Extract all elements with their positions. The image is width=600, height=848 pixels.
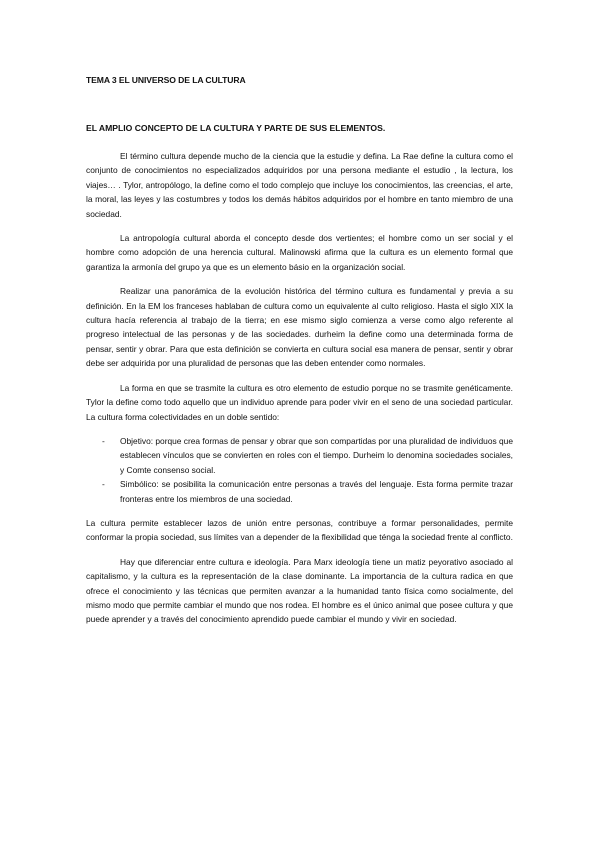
bullet-text: Objetivo: porque crea formas de pensar y obrar que son compartidas por una pluralidad de individuos que establecen vínculos que se convierten en roles con el tiempo. Durheim lo denomina sociedades sociales, y Comte consenso social.	[120, 435, 513, 475]
paragraph-after-bullets: La cultura permite establecer lazos de unión entre personas, contribuye a formar personalidades, permite conformar la propia sociedad, sus límites van a depender de la flexibilidad que ténga la sociedad frente al conflicto.	[86, 517, 513, 543]
bullet-item-objetivo	[102, 434, 513, 477]
paragraph-4: La forma en que se trasmite la cultura es otro elemento de estudio porque no se trasmite genéticamente. Tylor la define como todo aquello que un individuo aprende para poder vivir en el seno de una sociedad particular. La cultura forma colectividades en un doble sentido:	[86, 382, 513, 422]
bullet-marker: -	[102, 435, 105, 446]
paragraph-3: Realizar una panorámica de la evolución histórica del término cultura es fundamental y previa a su definición. En la EM los franceses hablaban de cultura como un equivalente al culto religioso. Hasta el siglo XIX la cultura hacía referencia al trabajo de la tierra; en ese mismo siglo comienza a verse como algo referente al progreso intelectual de las personas y de las sociedades. durheim la define como una determinada forma de pensar, sentir y obrar. Para que esta definición se convierta en cultura social esa manera de pensar, sentir y obrar debe ser adquirida por una pluralidad de personas que las deben entender como normales.	[86, 286, 513, 369]
bullet-item-simbolico	[102, 477, 513, 506]
document-title: TEMA 3 EL UNIVERSO DE LA CULTURA	[86, 75, 246, 85]
bullet-text: Simbólico: se posibilita la comunicación entre personas a través del lenguaje. Esta forma permite trazar fronteras entre los miembros de una sociedad.	[120, 479, 513, 504]
paragraph-2: La antropología cultural aborda el concepto desde dos vertientes; el hombre como un ser social y el hombre como adopción de una herencia cultural. Malinowski afirma que la cultura es un elemento formal que garantiza la armonía del grupo ya que es un elemento básio en la organización social.	[86, 233, 513, 272]
bullet-list	[86, 434, 513, 506]
final-paragraph: Hay que diferenciar entre cultura e ideología. Para Marx ideología tiene un matiz peyorativo asociado al capitalismo, y la cultura es la representación de la clase dominante. La importancia de la cultura radica en que ofrece el conocimiento y las técnicas que permiten avanzar a la humanidad tanto física como socialmente, del mismo modo que permite cambiar el mundo que nos rodea. El hombre es el único animal que posee cultura y que puede aprender y a través del conocimiento aprendido puede cambiar el mundo y vivir en sociedad.	[86, 556, 513, 625]
bullet-marker: -	[102, 479, 105, 490]
section-title: EL AMPLIO CONCEPTO DE LA CULTURA Y PARTE DE SUS ELEMENTOS.	[86, 123, 386, 133]
paragraph-1: El término cultura depende mucho de la ciencia que la estudie y defina. La Rae define la cultura como el conjunto de conocimientos no especializados adquiridos por una persona mediante el estudio , la lectura, los viajes… . Tylor, antropólogo, la define como el todo complejo que incluye los conocimientos, las creencias, el arte, la moral, las leyes y las costumbres y todos los demás hábitos adquiridos por el hombre en tanto miembro de una sociedad.	[86, 151, 513, 219]
